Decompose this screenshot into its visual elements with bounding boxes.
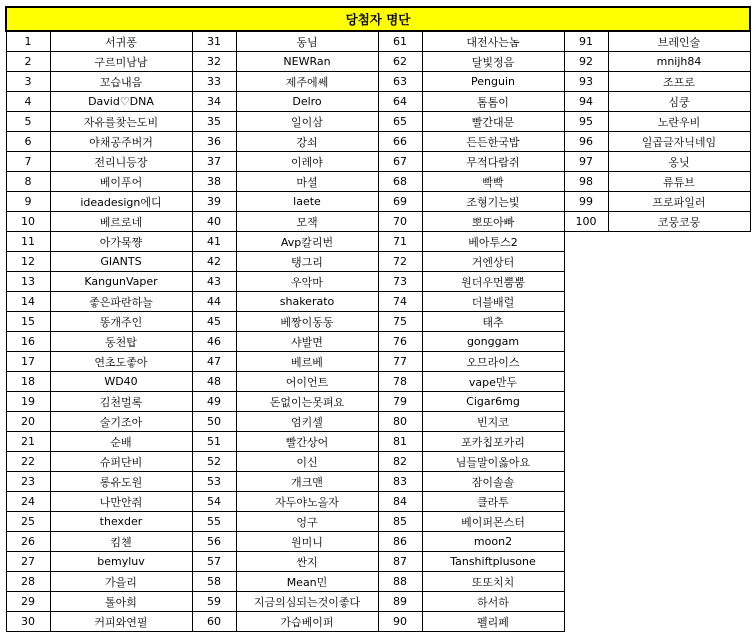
empty-cell [564, 492, 608, 512]
table-row [6, 332, 750, 352]
winner-name: 롱유도원 [50, 472, 192, 492]
empty-cell [608, 412, 750, 432]
winner-name: 엉구 [236, 512, 378, 532]
winner-name: 코뭉코뭉 [608, 212, 750, 232]
entry-number: 10 [6, 212, 50, 232]
entry-number: 12 [6, 252, 50, 272]
table-row [6, 472, 750, 492]
table-row [6, 572, 750, 592]
winner-name: NEWRan [236, 52, 378, 72]
entry-number: 65 [378, 112, 422, 132]
entry-number: 85 [378, 512, 422, 532]
table-row [6, 152, 750, 172]
winner-name: 싼지 [236, 552, 378, 572]
entry-number: 92 [564, 52, 608, 72]
entry-number: 80 [378, 412, 422, 432]
entry-number: 54 [192, 492, 236, 512]
winner-name: 원더우먼뿜뿜 [422, 272, 564, 292]
empty-cell [608, 292, 750, 312]
winner-name: 베이퍼몬스터 [422, 512, 564, 532]
table-row [6, 92, 750, 112]
table-row [6, 272, 750, 292]
winner-name: 하서하 [422, 592, 564, 612]
entry-number: 22 [6, 452, 50, 472]
winner-name: 베아투스2 [422, 232, 564, 252]
empty-cell [608, 592, 750, 612]
table-row [6, 312, 750, 332]
entry-number: 66 [378, 132, 422, 152]
table-row [6, 252, 750, 272]
entry-number: 1 [6, 31, 50, 52]
entry-number: 46 [192, 332, 236, 352]
entry-number: 55 [192, 512, 236, 532]
entry-number: 73 [378, 272, 422, 292]
winner-name: 대전사는놈 [422, 31, 564, 52]
table-row [6, 592, 750, 612]
winner-name: Mean민 [236, 572, 378, 592]
entry-number: 9 [6, 192, 50, 212]
winner-name: Avp칼리번 [236, 232, 378, 252]
entry-number: 81 [378, 432, 422, 452]
entry-number: 7 [6, 152, 50, 172]
empty-cell [564, 352, 608, 372]
entry-number: 34 [192, 92, 236, 112]
winner-name: 베르베 [236, 352, 378, 372]
entry-number: 53 [192, 472, 236, 492]
entry-number: 59 [192, 592, 236, 612]
empty-cell [608, 552, 750, 572]
winner-name: 거엔상터 [422, 252, 564, 272]
winner-name: 어이언트 [236, 372, 378, 392]
winner-name: 엄키셀 [236, 412, 378, 432]
entry-number: 68 [378, 172, 422, 192]
empty-cell [564, 252, 608, 272]
winner-name: mnijh84 [608, 52, 750, 72]
winner-name: 킴첸 [50, 532, 192, 552]
winner-name: 전리니등장 [50, 152, 192, 172]
winner-name: 개크맨 [236, 472, 378, 492]
entry-number: 77 [378, 352, 422, 372]
winner-name: 원미니 [236, 532, 378, 552]
table-row [6, 292, 750, 312]
entry-number: 74 [378, 292, 422, 312]
entry-number: 39 [192, 192, 236, 212]
winner-name: 심쿵 [608, 92, 750, 112]
entry-number: 18 [6, 372, 50, 392]
winner-name: 류튜브 [608, 172, 750, 192]
winner-name: 프로파일러 [608, 192, 750, 212]
empty-cell [564, 412, 608, 432]
winner-name: 동님 [236, 31, 378, 52]
empty-cell [608, 332, 750, 352]
table-row [6, 172, 750, 192]
entry-number: 26 [6, 532, 50, 552]
entry-number: 90 [378, 612, 422, 632]
entry-number: 44 [192, 292, 236, 312]
winner-name: GIANTS [50, 252, 192, 272]
entry-number: 76 [378, 332, 422, 352]
winner-name: 빈지코 [422, 412, 564, 432]
table-row [6, 372, 750, 392]
winner-name: 마셜 [236, 172, 378, 192]
winner-name: 제주에쎄 [236, 72, 378, 92]
entry-number: 40 [192, 212, 236, 232]
winner-name: 빡빡 [422, 172, 564, 192]
winner-name: 일이삼 [236, 112, 378, 132]
empty-cell [608, 472, 750, 492]
entry-number: 48 [192, 372, 236, 392]
entry-number: 16 [6, 332, 50, 352]
entry-number: 87 [378, 552, 422, 572]
empty-cell [564, 472, 608, 492]
winner-name: 아가묵쨩 [50, 232, 192, 252]
winner-name: Penguin [422, 72, 564, 92]
winner-name: 슈퍼단비 [50, 452, 192, 472]
empty-cell [564, 452, 608, 472]
empty-cell [608, 312, 750, 332]
entry-number: 23 [6, 472, 50, 492]
winner-name: 조프로 [608, 72, 750, 92]
entry-number: 79 [378, 392, 422, 412]
entry-number: 51 [192, 432, 236, 452]
table-row [6, 552, 750, 572]
winner-name: 이신 [236, 452, 378, 472]
entry-number: 33 [192, 72, 236, 92]
winner-name: 베이푸어 [50, 172, 192, 192]
entry-number: 29 [6, 592, 50, 612]
winner-name: 커피와연필 [50, 612, 192, 632]
entry-number: 38 [192, 172, 236, 192]
empty-cell [608, 512, 750, 532]
empty-cell [608, 572, 750, 592]
entry-number: 94 [564, 92, 608, 112]
empty-cell [564, 372, 608, 392]
entry-number: 99 [564, 192, 608, 212]
winner-name: bemyluv [50, 552, 192, 572]
winner-name: vape만두 [422, 372, 564, 392]
table-row [6, 192, 750, 212]
table-row [6, 612, 750, 632]
empty-cell [608, 272, 750, 292]
winner-name: 님들말이옳아요 [422, 452, 564, 472]
winner-name: 브레인술 [608, 31, 750, 52]
empty-cell [564, 332, 608, 352]
table-row [6, 52, 750, 72]
empty-cell [564, 312, 608, 332]
winner-name: 좋은파란하늘 [50, 292, 192, 312]
entry-number: 61 [378, 31, 422, 52]
empty-cell [564, 572, 608, 592]
empty-cell [608, 612, 750, 632]
table-row [6, 412, 750, 432]
entry-number: 75 [378, 312, 422, 332]
entry-number: 97 [564, 152, 608, 172]
winner-name: 조형기는빛 [422, 192, 564, 212]
entry-number: 27 [6, 552, 50, 572]
entry-number: 47 [192, 352, 236, 372]
winners-table [5, 6, 751, 632]
winner-name: 샤발면 [236, 332, 378, 352]
table-title: 당첨자 명단 [6, 7, 750, 31]
winner-name: 뽀또아빠 [422, 212, 564, 232]
entry-number: 24 [6, 492, 50, 512]
winner-name: 베짱이동동 [236, 312, 378, 332]
winner-name: 순배 [50, 432, 192, 452]
winner-name: 김천멀록 [50, 392, 192, 412]
winner-name: 자유를찾는도비 [50, 112, 192, 132]
winner-name: 클라투 [422, 492, 564, 512]
winner-name: 꼬습내음 [50, 72, 192, 92]
winner-name: moon2 [422, 532, 564, 552]
entry-number: 25 [6, 512, 50, 532]
empty-cell [564, 232, 608, 252]
entry-number: 89 [378, 592, 422, 612]
winner-name: 노란우비 [608, 112, 750, 132]
empty-cell [608, 352, 750, 372]
winner-name: 든든한국밥 [422, 132, 564, 152]
winner-name: 탱그리 [236, 252, 378, 272]
entry-number: 78 [378, 372, 422, 392]
winner-name: 돈없이는못펴요 [236, 392, 378, 412]
empty-cell [608, 392, 750, 412]
entry-number: 57 [192, 552, 236, 572]
winner-name: gonggam [422, 332, 564, 352]
winner-name: 더블배럴 [422, 292, 564, 312]
entry-number: 95 [564, 112, 608, 132]
entry-number: 41 [192, 232, 236, 252]
empty-cell [608, 372, 750, 392]
winner-name: 일곱글자닉네임 [608, 132, 750, 152]
winner-name: 톨아희 [50, 592, 192, 612]
entry-number: 88 [378, 572, 422, 592]
entry-number: 69 [378, 192, 422, 212]
entry-number: 91 [564, 31, 608, 52]
entry-number: 8 [6, 172, 50, 192]
winner-name: 빨간상어 [236, 432, 378, 452]
winner-name: David♡DNA [50, 92, 192, 112]
winner-name: 가습베이퍼 [236, 612, 378, 632]
entry-number: 83 [378, 472, 422, 492]
winner-name: 지금의심되는것이좋다 [236, 592, 378, 612]
winner-name: 오므라이스 [422, 352, 564, 372]
entry-number: 28 [6, 572, 50, 592]
empty-cell [564, 592, 608, 612]
entry-number: 2 [6, 52, 50, 72]
winner-name: 모잭 [236, 212, 378, 232]
entry-number: 35 [192, 112, 236, 132]
entry-number: 31 [192, 31, 236, 52]
empty-cell [608, 252, 750, 272]
winner-name: Tanshiftplusone [422, 552, 564, 572]
entry-number: 4 [6, 92, 50, 112]
entry-number: 30 [6, 612, 50, 632]
entry-number: 17 [6, 352, 50, 372]
table-row [6, 31, 750, 52]
winner-name: 가을리 [50, 572, 192, 592]
entry-number: 100 [564, 212, 608, 232]
winner-name: KangunVaper [50, 272, 192, 292]
entry-number: 72 [378, 252, 422, 272]
entry-number: 13 [6, 272, 50, 292]
entry-number: 14 [6, 292, 50, 312]
entry-number: 21 [6, 432, 50, 452]
entry-number: 20 [6, 412, 50, 432]
winner-name: 야채공주버거 [50, 132, 192, 152]
table-row [6, 452, 750, 472]
table-row [6, 512, 750, 532]
entry-number: 63 [378, 72, 422, 92]
winner-name: 구르미남남 [50, 52, 192, 72]
winner-name: thexder [50, 512, 192, 532]
entry-number: 82 [378, 452, 422, 472]
empty-cell [564, 432, 608, 452]
table-row [6, 132, 750, 152]
entry-number: 62 [378, 52, 422, 72]
winner-name: 서귀퐁 [50, 31, 192, 52]
winner-name: WD40 [50, 372, 192, 392]
table-row [6, 352, 750, 372]
winner-name: 자두야노올자 [236, 492, 378, 512]
winner-name: 빨간대문 [422, 112, 564, 132]
winner-name: 술기조아 [50, 412, 192, 432]
empty-cell [608, 492, 750, 512]
empty-cell [564, 272, 608, 292]
entry-number: 43 [192, 272, 236, 292]
winner-name: ideadesign에디 [50, 192, 192, 212]
table-row [6, 112, 750, 132]
winner-name: 펠리페 [422, 612, 564, 632]
empty-cell [608, 232, 750, 252]
empty-cell [564, 532, 608, 552]
entry-number: 42 [192, 252, 236, 272]
entry-number: 15 [6, 312, 50, 332]
entry-number: 67 [378, 152, 422, 172]
winner-name: 톰톰이 [422, 92, 564, 112]
entry-number: 6 [6, 132, 50, 152]
entry-number: 71 [378, 232, 422, 252]
empty-cell [564, 292, 608, 312]
entry-number: 96 [564, 132, 608, 152]
title-row [6, 7, 750, 31]
empty-cell [608, 432, 750, 452]
entry-number: 58 [192, 572, 236, 592]
entry-number: 45 [192, 312, 236, 332]
winner-name: 우악마 [236, 272, 378, 292]
entry-number: 56 [192, 532, 236, 552]
entry-number: 11 [6, 232, 50, 252]
empty-cell [564, 612, 608, 632]
entry-number: 93 [564, 72, 608, 92]
entry-number: 60 [192, 612, 236, 632]
entry-number: 49 [192, 392, 236, 412]
winner-name: Cigar6mg [422, 392, 564, 412]
winner-name: shakerato [236, 292, 378, 312]
winner-name: 태추 [422, 312, 564, 332]
empty-cell [564, 552, 608, 572]
entry-number: 86 [378, 532, 422, 552]
winner-name: 무적다람쥐 [422, 152, 564, 172]
empty-cell [608, 532, 750, 552]
empty-cell [564, 512, 608, 532]
empty-cell [564, 392, 608, 412]
winner-name: 나만안줘 [50, 492, 192, 512]
entry-number: 52 [192, 452, 236, 472]
entry-number: 84 [378, 492, 422, 512]
table-row [6, 432, 750, 452]
entry-number: 70 [378, 212, 422, 232]
table-row [6, 492, 750, 512]
winner-name: Delro [236, 92, 378, 112]
winner-name: 베르로네 [50, 212, 192, 232]
entry-number: 64 [378, 92, 422, 112]
winner-name: 이레야 [236, 152, 378, 172]
winner-name: 잠이솔솔 [422, 472, 564, 492]
winner-name: 또또치치 [422, 572, 564, 592]
entry-number: 37 [192, 152, 236, 172]
winner-name: 강쇠 [236, 132, 378, 152]
table-row [6, 532, 750, 552]
winner-name: 연초도좋아 [50, 352, 192, 372]
table-row [6, 72, 750, 92]
table-row [6, 232, 750, 252]
entry-number: 32 [192, 52, 236, 72]
winner-name: 똥개주인 [50, 312, 192, 332]
table-row [6, 212, 750, 232]
winner-name: 포카칩포카리 [422, 432, 564, 452]
entry-number: 98 [564, 172, 608, 192]
entry-number: 36 [192, 132, 236, 152]
winner-name: laete [236, 192, 378, 212]
winner-name: 달빛정음 [422, 52, 564, 72]
entry-number: 50 [192, 412, 236, 432]
entry-number: 3 [6, 72, 50, 92]
entry-number: 19 [6, 392, 50, 412]
winner-name: 동천탑 [50, 332, 192, 352]
winner-name: 옹닛 [608, 152, 750, 172]
empty-cell [608, 452, 750, 472]
entry-number: 5 [6, 112, 50, 132]
table-row [6, 392, 750, 412]
